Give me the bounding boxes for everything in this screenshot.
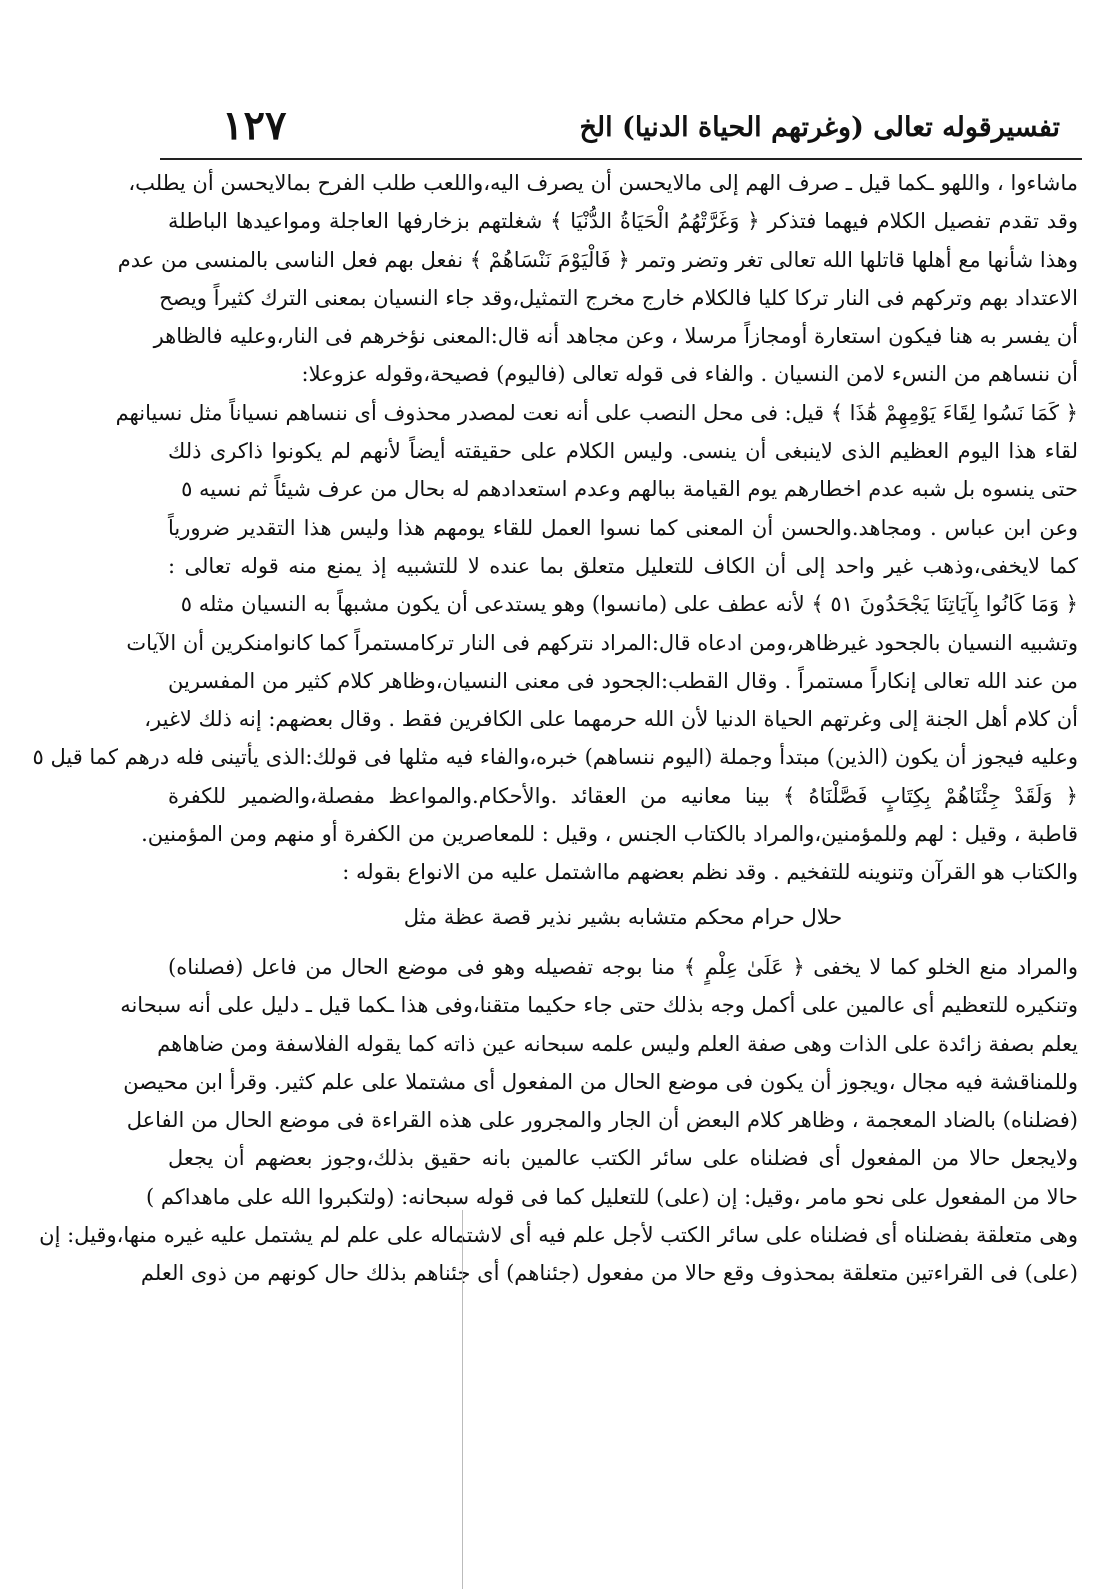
text-line: ولايجعل حالا من المفعول أى فضلناه على سائر الكتب عالمين بانه حقيق بذلك،وجوز بعضهم أن يجعل bbox=[168, 1146, 1078, 1171]
text-line: الاعتداد بهم وتركهم فى النار تركا كليا فالكلام خارج مخرج التمثيل،وقد جاء النسيان بمعنى الترك كثيراً ويصح bbox=[159, 285, 1078, 310]
text-line: قاطبة ، وقيل : لهم وللمؤمنين،والمراد بالكتاب الجنس ، وقيل : للمعاصرين من الكفرة أو منهم ومن المؤمنين. bbox=[141, 822, 1078, 847]
text-line: وهذا شأنها مع أهلها قاتلها الله تعالى تغر وتضر وتمر ﴿ فَالْيَوْمَ نَنْسَاهُمْ ﴾ نفعل بهم فعل الناسى بالمنسى من عدم bbox=[117, 247, 1078, 272]
text-line: وعن ابن عباس . ومجاهد.والحسن أن المعنى كما نسوا العمل للقاء يومهم هذا وليس هذا التقدير ضرورياً bbox=[168, 515, 1078, 540]
header-rule bbox=[160, 158, 1082, 160]
text-line: كما لايخفى،وذهب غير واحد إلى أن الكاف للتعليل متعلق بما عنده لا للتشبيه إذ يمنع منه قوله تعالى : bbox=[168, 553, 1078, 578]
text-line: (فضلناه) بالضاد المعجمة ، وظاهر كلام البعض أن الجار والمجرور على هذه القراءة فى موضع الحال من الفاعل bbox=[126, 1108, 1078, 1133]
text-line: حالا من المفعول على نحو مامر ،وقيل: إن (على) للتعليل كما فى قوله سبحانه: (ولتكبروا الله على ماهداكم ) bbox=[145, 1184, 1078, 1209]
text-line: من عند الله تعالى إنكاراً مستمراً . وقال القطب:الجحود فى معنى النسيان،وظاهر كلام كثير من المفسرين bbox=[168, 668, 1078, 693]
page-number: ١٢٧ bbox=[222, 102, 287, 149]
page-header bbox=[160, 102, 1080, 162]
text-line: وتنكيره للتعظيم أى عالمين على أكمل وجه بذلك حتى جاء حكيما متقنا،وفى هذا ـكما قيل ـ دليل على أنه سبحانه bbox=[120, 993, 1078, 1018]
main-text bbox=[32, 164, 1078, 1293]
text-line: وللمناقشة فيه مجال ،ويجوز أن يكون فى موضع الحال من المفعول أى مشتملا على علم كثير. وقرأ ابن محيصن bbox=[123, 1069, 1078, 1094]
text-line: (على) فى القراءتين متعلقة بمحذوف وقع حالا من مفعول (جئناهم) أى جئناهم بذلك حال كونهم من ذوى العلم bbox=[140, 1261, 1078, 1286]
text-line: وتشبيه النسيان بالجحود غيرظاهر،ومن ادعاه قال:المراد نتركهم فى النار تركامستمراً كما كانوامنكرين أن الآيات bbox=[126, 630, 1078, 655]
text-line: حتى ينسوه بل شبه عدم اخطارهم يوم القيامة ببالهم وعدم استعدادهم له بحال من عرف شيئاً ثم نسيه ٥ bbox=[181, 477, 1078, 502]
text-line: ماشاءوا ، واللهو ـكما قيل ـ صرف الهم إلى مالايحسن أن يصرف اليه،واللعب طلب الفرح بمالايحسن أن يطلب، bbox=[128, 171, 1078, 195]
text-line: ﴿ كَمَا نَسُوا لِقَاءَ يَوْمِهِمْ هَٰذَا ﴾ قيل: فى محل النصب على أنه نعت لمصدر محذوف أى ننساهم نسياناً مثل نسيانهم bbox=[115, 400, 1078, 425]
text-line: والكتاب هو القرآن وتنوينه للتفخيم . وقد نظم بعضهم مااشتمل عليه من الانواع بقوله : bbox=[342, 860, 1078, 885]
text-line: لقاء هذا اليوم العظيم الذى لاينبغى أن ينسى. وليس الكلام على حقيقته أيضاً لأنهم لم يكونوا ذاكرى ذلك bbox=[168, 439, 1078, 464]
text-line: ﴿ وَمَا كَانُوا بِآيَاتِنَا يَجْحَدُونَ ٥١ ﴾ لأنه عطف على (مانسوا) وهو يستدعى أن يكون مشبهاً به النسيان مثله ٥ bbox=[180, 592, 1078, 617]
text-line: أن كلام أهل الجنة إلى وغرتهم الحياة الدنيا لأن الله حرمهما على الكافرين فقط . وقال بعضهم: إنه ذلك لاغير، bbox=[144, 707, 1078, 732]
text-line: أن ننساهم من النسء لامن النسيان . والفاء فى قوله تعالى (فاليوم) فصيحة،وقوله عزوعلا: bbox=[301, 362, 1078, 387]
text-line: أن يفسر به هنا فيكون استعارة أومجازاً مرسلا ، وعن مجاهد أنه قال:المعنى نؤخرهم فى النار،وعليه فالظاهر bbox=[153, 324, 1078, 349]
scan-fold-line bbox=[462, 1210, 463, 1589]
running-title: تفسيرقوله تعالى (وغرتهم الحياة الدنيا) الخ bbox=[579, 112, 1060, 143]
text-line: وهى متعلقة بفضلناه أى فضلناه على سائر الكتب لأجل علم فيه أى لاشتماله على علم لم يشتمل عليه غيره منها،وقيل: إن bbox=[39, 1223, 1078, 1248]
text-line: وقد تقدم تفصيل الكلام فيهما فتذكر ﴿ وَغَرَّتْهُمُ الْحَيَاةُ الدُّنْيَا ﴾ شغلتهم بزخارفها العاجلة ومواعيدها الباطلة bbox=[168, 209, 1078, 234]
text-line: والمراد منع الخلو كما لا يخفى ﴿ عَلَىٰ عِلْمٍ ﴾ منا بوجه تفصيله وهو فى موضع الحال من فاعل (فصلناه) bbox=[168, 954, 1078, 979]
text-line: يعلم بصفة زائدة على الذات وهى صفة العلم وليس علمه سبحانه عين ذاته كما يقوله الفلاسفة ومن ضاهاهم bbox=[157, 1031, 1078, 1056]
text-line: ﴿ وَلَقَدْ جِئْنَاهُمْ بِكِتَابٍ فَصَّلْنَاهُ ﴾ بينا معانيه من العقائد .والأحكام.والمواعظ مفصلة،والضمير للكفرة bbox=[168, 783, 1078, 808]
verse-line: حلال حرام محكم متشابه بشير نذير قصة عظة مثل bbox=[403, 904, 843, 929]
text-line: وعليه فيجوز أن يكون (الذين) مبتدأ وجملة (اليوم ننساهم) خبره،والفاء فيه مثلها فى قولك:الذى يأتينى فله درهم كما قيل ٥ bbox=[32, 745, 1078, 770]
